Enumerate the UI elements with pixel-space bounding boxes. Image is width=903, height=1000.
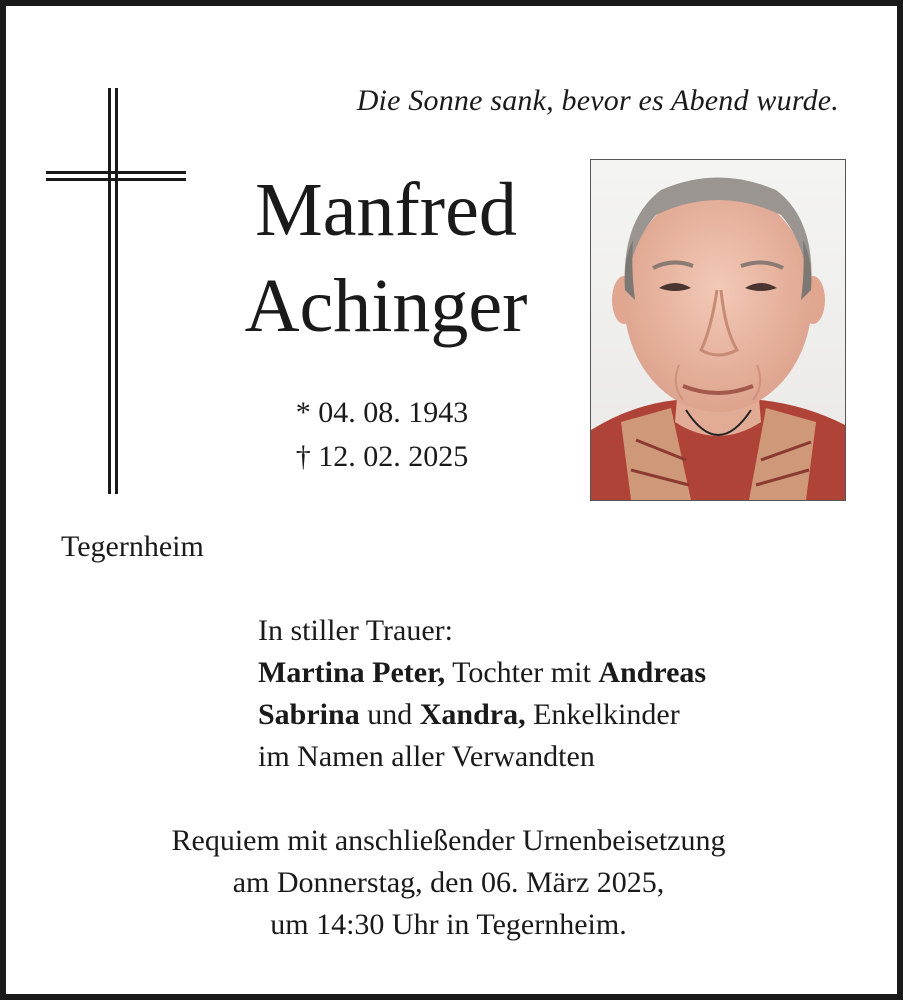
mourner-relation: Enkelkinder (525, 698, 680, 731)
mourners-line-1 (258, 652, 706, 694)
mourner-name: Xandra, (419, 698, 526, 731)
mourner-relation: Tochter mit (445, 656, 599, 689)
last-name: Achinger (244, 264, 528, 348)
service-line-2: am Donnerstag, den 06. März 2025, (232, 866, 665, 899)
mourner-name: Sabrina (258, 698, 360, 731)
mourners-block (258, 610, 706, 778)
cross-icon (46, 88, 186, 494)
birth-date: * 04. 08. 1943 (295, 396, 469, 429)
mourners-intro: In stiller Trauer: (258, 614, 453, 647)
place-name: Tegernheim (61, 530, 204, 563)
first-name: Manfred (255, 168, 517, 252)
mourner-name: Martina Peter, (258, 656, 446, 689)
service-line-3: um 14:30 Uhr in Tegernheim. (270, 908, 627, 941)
service-line-1: Requiem mit anschließender Urnenbeisetzung (171, 824, 726, 857)
mourners-line-3: im Namen aller Verwandten (258, 740, 595, 773)
service-info (6, 820, 891, 946)
life-dates (242, 391, 522, 479)
mourners-line-2 (258, 694, 706, 736)
mourner-conjunction: und (359, 698, 420, 731)
portrait-photo (590, 159, 846, 501)
mourner-name: Andreas (598, 656, 707, 689)
motto-quote: Die Sonne sank, bevor es Abend wurde. (356, 84, 839, 117)
death-date: † 12. 02. 2025 (295, 440, 469, 473)
